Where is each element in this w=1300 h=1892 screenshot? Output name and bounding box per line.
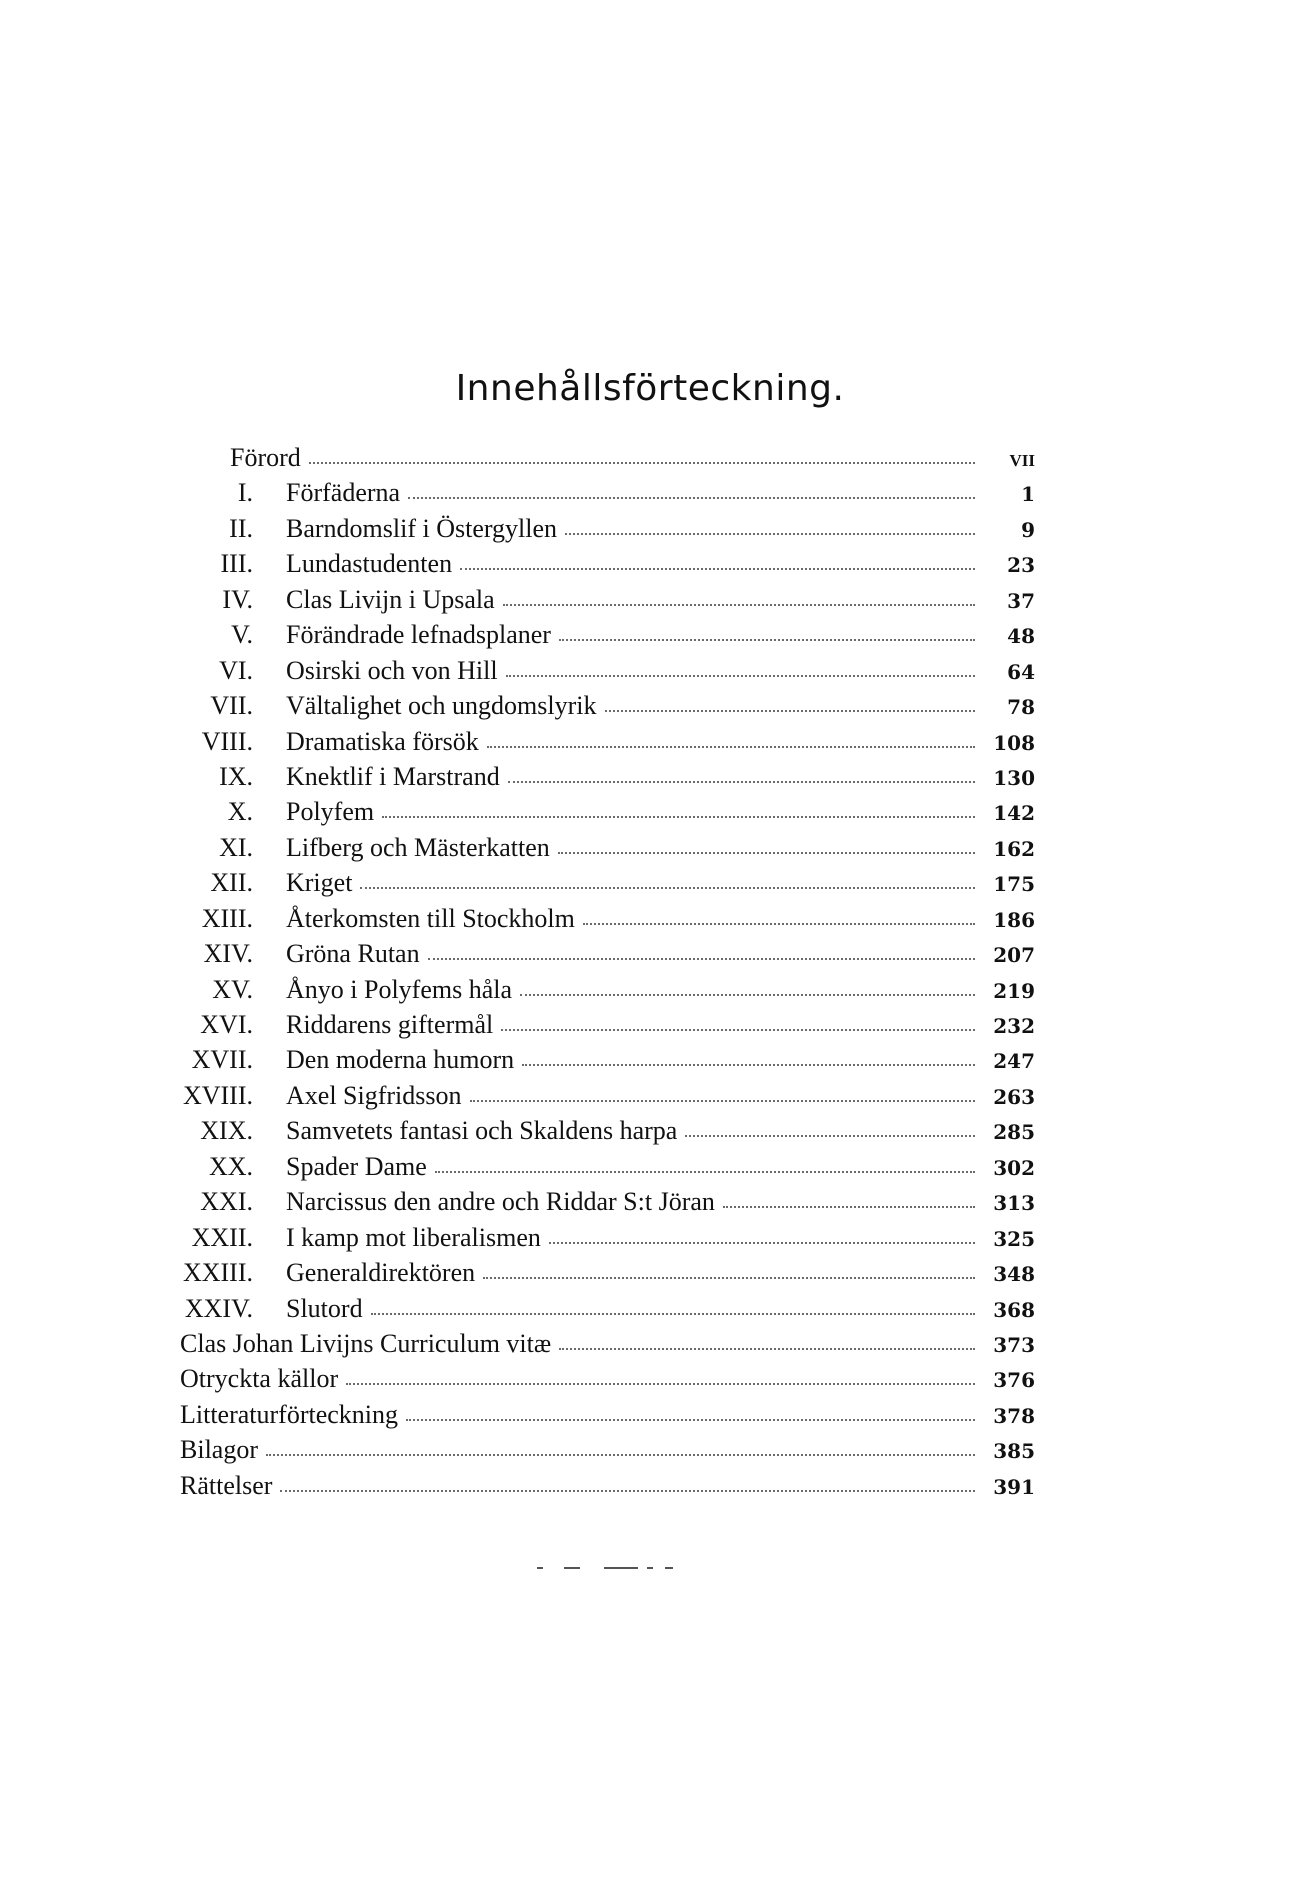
- toc-entry: [286, 1149, 1035, 1186]
- toc-label: Riddarens giftermål: [286, 1010, 494, 1039]
- toc-page-number: 1: [1021, 482, 1035, 507]
- toc-row-chapter: [180, 724, 1035, 759]
- toc-page-number: 219: [993, 978, 1035, 1003]
- dot-leader: [549, 1242, 975, 1244]
- chapter-number: XI.: [219, 832, 253, 862]
- chapter-number: XVI.: [200, 1010, 253, 1039]
- dot-leader: [522, 1064, 975, 1066]
- toc-entry: [286, 1113, 1035, 1150]
- toc-label: Kriget: [286, 868, 353, 898]
- dot-leader: [685, 1135, 975, 1137]
- chapter-number: IV.: [222, 584, 253, 614]
- dot-leader: [506, 675, 975, 677]
- toc-row-chapter: [180, 653, 1035, 688]
- toc-page-number: 78: [1007, 695, 1035, 720]
- toc-page-number: 348: [993, 1262, 1035, 1287]
- dot-leader: [346, 1383, 975, 1385]
- dot-leader: [503, 604, 975, 606]
- toc-label: Bilagor: [180, 1435, 258, 1465]
- chapter-number: XII.: [210, 868, 253, 898]
- chapter-number: V.: [231, 620, 253, 650]
- toc-page-number: 130: [993, 765, 1035, 790]
- toc-entry: [286, 617, 1035, 654]
- dot-leader: [559, 1348, 975, 1350]
- toc-label: I kamp mot liberalismen: [286, 1222, 541, 1252]
- toc-row-chapter: [180, 475, 1035, 510]
- dot-leader: [501, 1029, 975, 1031]
- toc-page-number: 9: [1021, 517, 1035, 542]
- dot-leader: [360, 887, 975, 889]
- toc-row-back: [180, 1326, 1035, 1361]
- toc-label: Förord: [230, 443, 301, 472]
- dot-leader: [520, 994, 975, 996]
- dot-leader: [406, 1419, 975, 1421]
- toc-entry: [286, 582, 1035, 619]
- toc-label: Generaldirektören: [286, 1258, 476, 1288]
- toc-entry: [180, 1361, 1035, 1398]
- toc-label: Dramatiska försök: [286, 726, 479, 756]
- toc-row-chapter: [180, 901, 1035, 936]
- toc-page-number: 142: [993, 801, 1035, 826]
- toc-row-chapter: [180, 1007, 1035, 1042]
- dot-leader: [382, 816, 975, 818]
- toc-row-back: [180, 1468, 1035, 1503]
- toc-page-number: 313: [993, 1191, 1035, 1216]
- toc-entry: [286, 511, 1035, 548]
- toc-page-number: 48: [1007, 624, 1035, 649]
- toc-page-number: 247: [993, 1049, 1035, 1074]
- toc-entry: [286, 1078, 1035, 1115]
- dot-leader: [605, 710, 975, 712]
- dot-leader: [460, 568, 975, 570]
- toc-page-number: VII: [1009, 451, 1035, 470]
- chapter-number: XIX.: [200, 1116, 253, 1146]
- dot-leader: [508, 781, 975, 783]
- toc-row-front: [180, 440, 1035, 475]
- toc-row-chapter: [180, 617, 1035, 652]
- toc-entry: [286, 1255, 1035, 1292]
- toc-page-number: 373: [993, 1332, 1035, 1357]
- toc-page-number: 368: [993, 1297, 1035, 1322]
- toc-page-number: 64: [1007, 659, 1035, 684]
- toc-label: Narcissus den andre och Riddar S:t Jöran: [286, 1187, 715, 1217]
- dot-leader: [723, 1206, 975, 1208]
- toc-row-chapter: [180, 688, 1035, 723]
- chapter-number: IX.: [219, 761, 253, 791]
- table-of-contents: [180, 440, 1035, 1503]
- toc-entry: [286, 475, 1035, 512]
- dot-leader: [559, 639, 975, 641]
- toc-entry: [286, 1184, 1035, 1221]
- toc-label: Återkomsten till Stockholm: [286, 903, 575, 933]
- chapter-number: III.: [220, 549, 253, 579]
- toc-row-chapter: [180, 1291, 1035, 1326]
- chapter-number: X.: [227, 797, 253, 827]
- toc-row-chapter: [180, 1042, 1035, 1077]
- toc-entry: [286, 901, 1035, 938]
- toc-page-number: 391: [993, 1474, 1035, 1499]
- page-title: Innehållsförteckning.: [455, 368, 845, 409]
- toc-label: Slutord: [286, 1293, 363, 1323]
- toc-page-number: 207: [993, 943, 1035, 968]
- chapter-number: XV.: [212, 974, 253, 1004]
- dot-leader: [428, 958, 975, 960]
- toc-label: Ånyo i Polyfems håla: [286, 974, 513, 1004]
- toc-entry: [180, 1397, 1035, 1434]
- toc-page-number: 162: [993, 836, 1035, 861]
- toc-label: Clas Livijn i Upsala: [286, 584, 495, 614]
- chapter-number: XXII.: [191, 1222, 253, 1252]
- chapter-number: XXIII.: [182, 1258, 253, 1288]
- chapter-number: XXIV.: [184, 1293, 253, 1323]
- toc-entry: [286, 1220, 1035, 1257]
- chapter-number: VII.: [210, 691, 253, 721]
- toc-page-number: 325: [993, 1226, 1035, 1251]
- dot-leader: [435, 1171, 975, 1173]
- toc-entry: [286, 794, 1035, 831]
- toc-label: Knektlif i Marstrand: [286, 761, 500, 791]
- chapter-number: XVIII.: [182, 1080, 253, 1110]
- toc-page-number: 23: [1007, 553, 1035, 578]
- toc-entry: [286, 830, 1035, 867]
- toc-row-chapter: [180, 830, 1035, 865]
- toc-row-chapter: [180, 794, 1035, 829]
- dot-leader: [583, 923, 975, 925]
- dot-leader: [266, 1454, 975, 1456]
- chapter-number: XIV.: [203, 939, 253, 969]
- toc-label: Barndomslif i Östergyllen: [286, 513, 558, 543]
- toc-row-back: [180, 1397, 1035, 1432]
- toc-label: Gröna Rutan: [286, 939, 420, 969]
- dot-leader: [558, 852, 975, 854]
- toc-page-number: 263: [993, 1084, 1035, 1109]
- chapter-number: VIII.: [201, 726, 253, 756]
- toc-page-number: 232: [993, 1014, 1035, 1038]
- toc-entry: [286, 653, 1035, 690]
- toc-page-number: 376: [993, 1368, 1035, 1393]
- toc-entry: [180, 1326, 1035, 1363]
- toc-row-chapter: [180, 1220, 1035, 1255]
- toc-row-chapter: [180, 546, 1035, 581]
- toc-label: Litteraturförteckning: [180, 1399, 399, 1429]
- dot-leader: [309, 462, 975, 464]
- toc-label: Clas Johan Livijns Curriculum vitæ: [180, 1328, 552, 1358]
- toc-label: Vältalighet och ungdomslyrik: [286, 691, 597, 721]
- toc-entry: [286, 688, 1035, 725]
- toc-page-number: 385: [993, 1439, 1035, 1464]
- toc-page-number: 186: [993, 907, 1035, 932]
- chapter-number: I.: [237, 478, 253, 508]
- toc-row-chapter: [180, 759, 1035, 794]
- toc-label: Polyfem: [286, 797, 375, 827]
- toc-entry: [286, 1007, 1035, 1044]
- toc-page-number: 285: [993, 1120, 1035, 1145]
- dot-leader: [487, 746, 975, 748]
- toc-row-chapter: [180, 582, 1035, 617]
- toc-label: Förfäderna: [286, 478, 401, 508]
- chapter-number: XIII.: [201, 903, 253, 933]
- chapter-number: VI.: [219, 655, 253, 685]
- toc-entry: [286, 865, 1035, 902]
- toc-row-chapter: [180, 1184, 1035, 1219]
- toc-page-number: 37: [1007, 588, 1035, 613]
- dot-leader: [470, 1100, 976, 1102]
- chapter-number: II.: [229, 513, 253, 543]
- toc-label: Spader Dame: [286, 1151, 427, 1181]
- dot-leader: [280, 1490, 975, 1492]
- chapter-number: XVII.: [191, 1045, 253, 1075]
- toc-row-chapter: [180, 1113, 1035, 1148]
- toc-label: Den moderna humorn: [286, 1045, 515, 1075]
- toc-row-chapter: [180, 936, 1035, 971]
- toc-entry: [286, 1042, 1035, 1079]
- toc-label: Rättelser: [180, 1470, 273, 1500]
- dot-leader: [483, 1277, 975, 1279]
- toc-page-number: 378: [993, 1403, 1035, 1428]
- dot-leader: [371, 1313, 975, 1315]
- toc-label: Osirski och von Hill: [286, 655, 498, 685]
- toc-entry: [180, 1432, 1035, 1469]
- toc-row-chapter: [180, 511, 1035, 546]
- toc-page-number: 108: [993, 730, 1035, 755]
- toc-label: Förändrade lefnadsplaner: [286, 620, 551, 650]
- toc-row-chapter: [180, 865, 1035, 900]
- toc-entry: [286, 972, 1035, 1009]
- dot-leader: [565, 533, 975, 535]
- toc-row-chapter: [180, 1078, 1035, 1113]
- toc-label: Otryckta källor: [180, 1364, 339, 1394]
- toc-entry: [286, 1291, 1035, 1328]
- toc-row-back: [180, 1432, 1035, 1467]
- toc-label: Lundastudenten: [286, 549, 453, 579]
- toc-entry: [286, 724, 1035, 761]
- toc-label: Axel Sigfridsson: [286, 1080, 462, 1110]
- toc-entry: [180, 1468, 1035, 1505]
- toc-page-number: 175: [993, 872, 1035, 897]
- toc-label: Lifberg och Mästerkatten: [286, 832, 550, 862]
- toc-row-chapter: [180, 1255, 1035, 1290]
- chapter-number: XXI.: [200, 1187, 253, 1217]
- toc-entry: [286, 936, 1035, 973]
- toc-page-number: 302: [993, 1155, 1035, 1180]
- dot-leader: [408, 497, 975, 499]
- toc-row-chapter: [180, 1149, 1035, 1184]
- toc-entry: [286, 759, 1035, 796]
- toc-row-chapter: [180, 972, 1035, 1007]
- chapter-number: XX.: [208, 1151, 253, 1181]
- end-ornament-rule: [537, 1567, 677, 1571]
- toc-entry: [286, 546, 1035, 583]
- toc-entry: [230, 440, 1035, 478]
- toc-label: Samvetets fantasi och Skaldens harpa: [286, 1116, 678, 1146]
- toc-row-back: [180, 1361, 1035, 1396]
